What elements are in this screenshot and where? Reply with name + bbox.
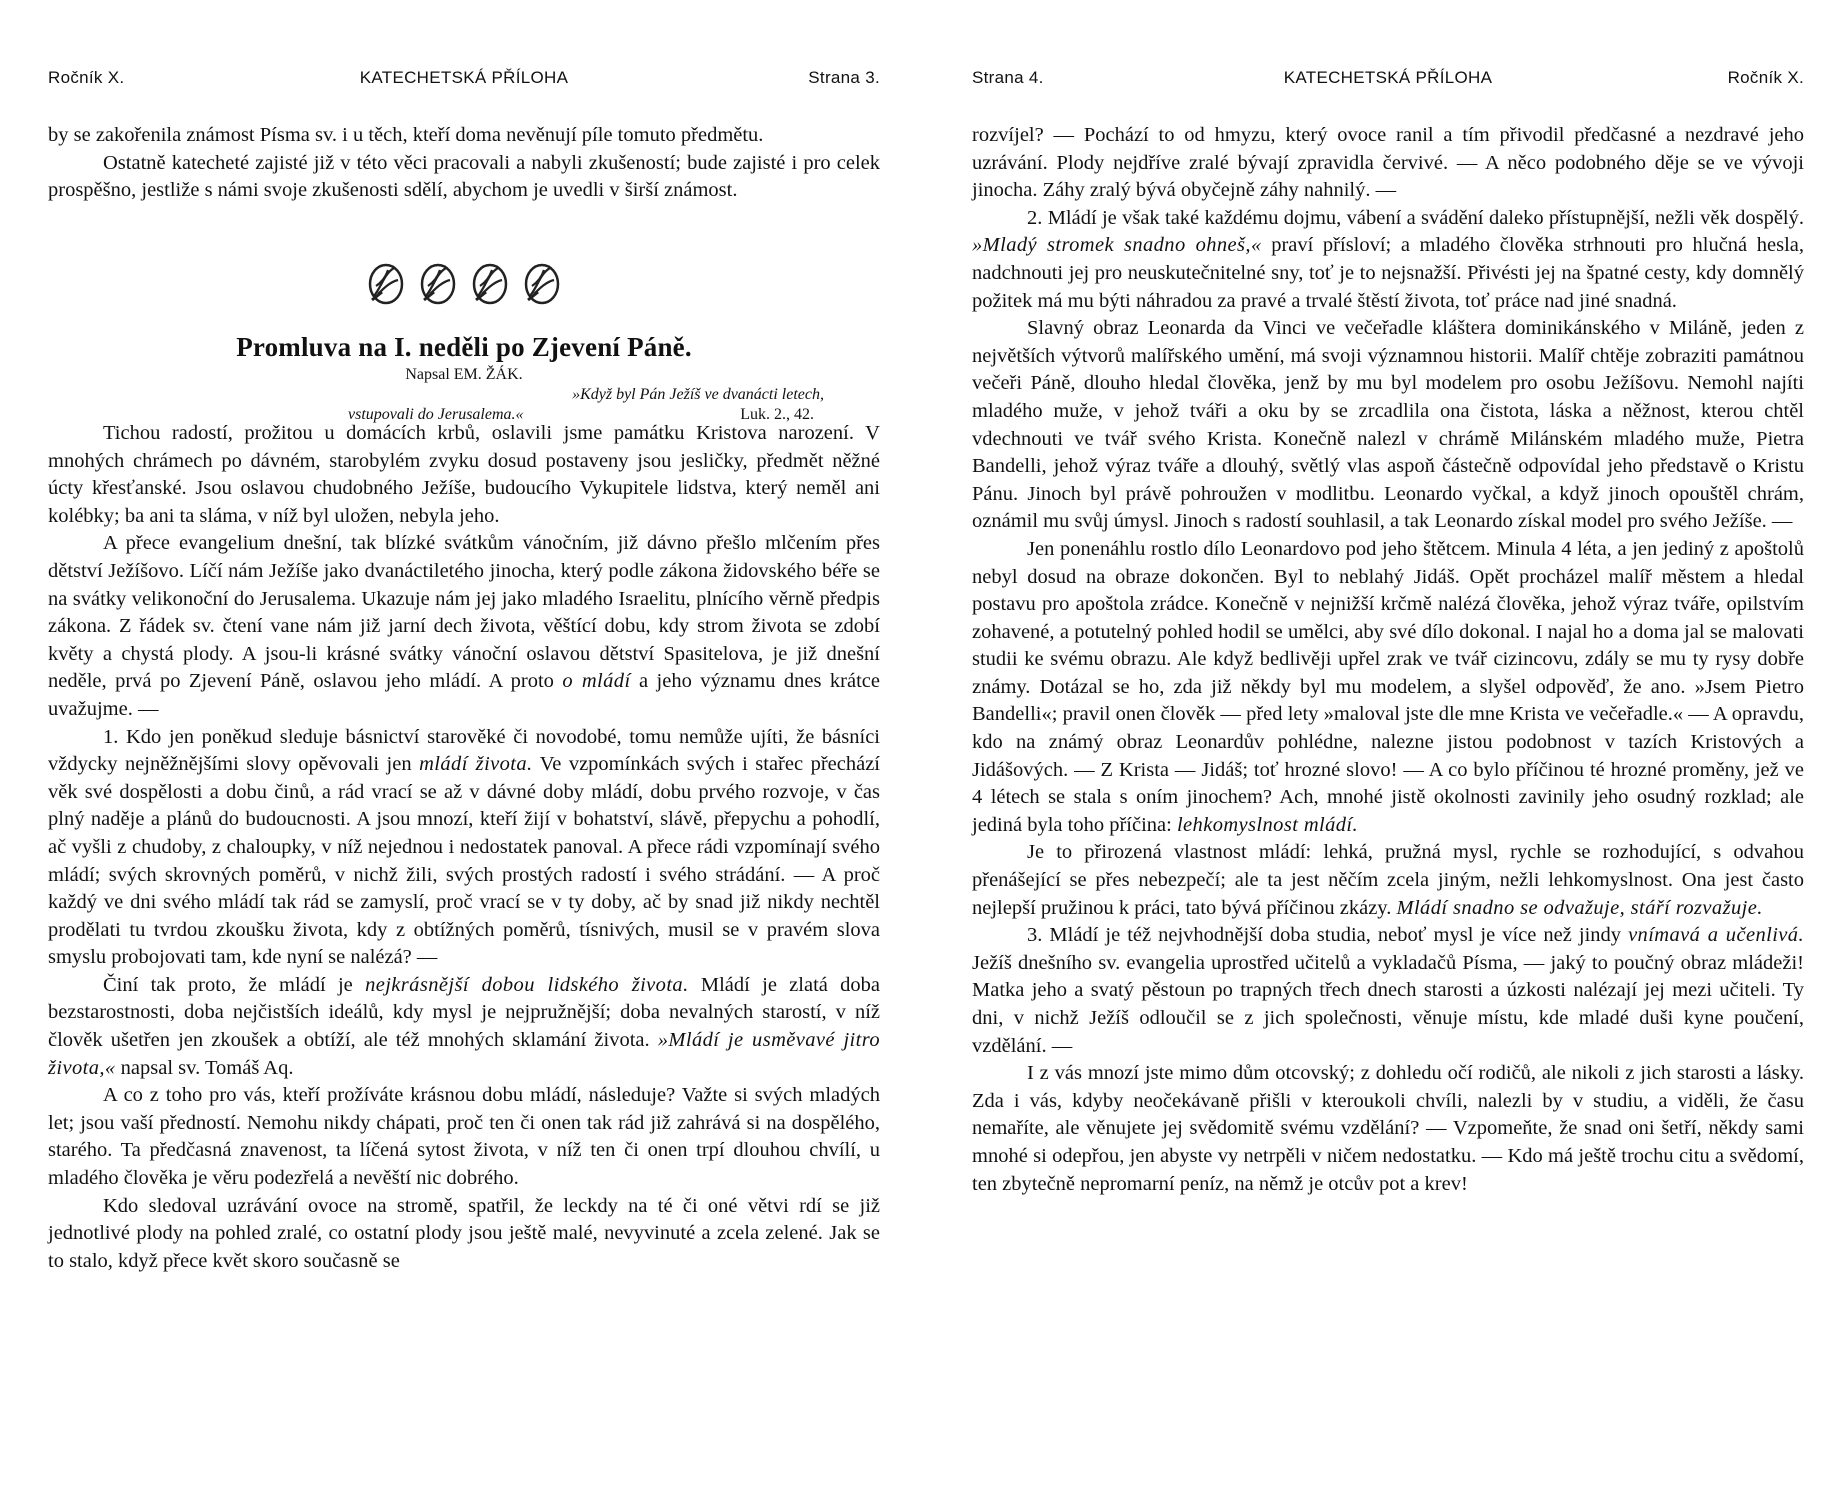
- page-number: Strana 4.: [972, 68, 1044, 87]
- paragraph: A přece evangelium dnešní, tak blízké svátkům vánočním, již dávno přešlo mlčením přes dětství Ježíšovo. Líčí nám Ježíše jako dvanáctiletého jinocha, který podle zákona židovského béře se na svátky velikonoční do Jerusalema. Ukazuje nám jej jako mladého Israelitu, plnícího věrně předpis zákona. Z řádek sv. čtení vane nám již jarní dech života, věštící dobu, kdy strom života se zdobí květy a chystá plody. A jsou-li krásné svátky vánoční oslavou dětství Spasitelova, je již dnešní neděle, prvá po Zjevení Páně, oslavou jeho mládí. A proto o mládí a jeho významu dnes krátce uvažujme. —: [48, 532, 880, 720]
- volume-label: Ročník X.: [48, 68, 125, 87]
- page-number: Strana 3.: [808, 68, 880, 87]
- running-header: [972, 68, 1804, 92]
- paragraph: Slavný obraz Leonarda da Vinci ve večeřadle kláštera dominikánského v Miláně, jeden z největších výtvorů malířského umění, má svoji významnou historii. Malíř chtěje zobraziti památnou večeři Páně, dlouho hledal člověka, jenž by mu byl modelem pro osobu Ježíšovu. Nemohl najíti mladého muže, v jehož tváři a oku by se zrcadlila ona čistota, láska a něžnost, kterou chtěl vdechnouti ve tvář svého Krista. Konečně nalezl v chrámě Milánském mladého muže, Pietra Bandelli, jehož výraz tváře a dlouhý, světlý vlas aspoň částečně odpovídal jeho představě o Kristu Pánu. Jinoch byl právě pohroužen v modlitbu. Leonardo vyčkal, a když jinoch opouštěl chrám, oznámil mu svůj úmysl. Jinoch s radostí souhlasil, a tak Leonardo získal model pro svého Ježíše. —: [972, 317, 1804, 533]
- paragraph: 3. Mládí je též nejvhodnější doba studia, neboť mysl je více než jindy vnímavá a učenlivá. Ježíš dnešního sv. evangelia uprostřed učitelů a vykladačů Písma, — jaký to poučný obraz mládeži! Matka jeho a svatý pěstoun po trapných třech dnech starosti a úzkosti nalézají jej mezi učiteli. Ty dni, v nichž Ježíš odloučil se z jich společnosti, věnuje místu, kde mladé duši kyne poučení, vzdělání. —: [972, 924, 1804, 1057]
- paragraph: Kdo sledoval uzrávání ovoce na stromě, spatřil, že leckdy na té či oné větvi rdí se již jednotlivé plody na pohled zralé, co ostatní plody jsou ještě malé, nevyvinuté a zcela zelené. Jak se to stalo, když přece květ skoro současně se: [48, 1194, 880, 1272]
- paragraph: by se zakořenila známost Písma sv. i u těch, kteří doma nevěnují píle tomuto předmětu.: [48, 124, 764, 146]
- article-body-right: [972, 122, 1804, 1198]
- motto: [348, 385, 826, 425]
- paragraph: Ostatně katecheté zajisté již v této věci pracovali a nabyli zkušeností; bude zajisté i pro celek prospěšno, jestliže s námi svoje zkušenosti sdělí, abychom je uvedli v širší známost.: [48, 151, 880, 202]
- article-body-left: [48, 420, 880, 1275]
- paragraph: 2. Mládí je však také každému dojmu, vábení a svádění daleko přístupnější, nežli věk dospělý. »Mladý stromek snadno ohneš,« praví přísloví; a mladého člověka strhnouti pro hlučná hesla, nadchnouti jej pro neuskutečnitelné sny, toť je to nejsnažší. Přivésti jej na špatné cesty, kdy domnělý požitek má mu býti náhradou za pravé a trvalé štěstí života, toť práce nad jiné snadná.: [972, 206, 1804, 312]
- running-header: [48, 68, 880, 92]
- preceding-text: [48, 122, 880, 205]
- volume-label: Ročník X.: [1727, 68, 1804, 87]
- article-title: Promluva na I. neděli po Zjevení Páně.: [236, 332, 692, 362]
- byline: Napsal EM. ŽÁK.: [405, 366, 523, 383]
- journal-title: KATECHETSKÁ PŘÍLOHA: [359, 68, 569, 87]
- paragraph: Činí tak proto, že mládí je nejkrásnější dobou lidského života. Mládí je zlatá doba bezstarostnosti, doba nejčistších ideálů, kdy mysl je nejpružnější; doba nevalných starostí, v níž člověk ušetřen jen zkoušek a obtíží, ale též mnohých sklamání života. »Mládí je usměvavé jitro života,« napsal sv. Tomáš Aq.: [48, 973, 881, 1079]
- motto-line-1: »Když byl Pán Ježíš ve dvanácti letech,: [572, 386, 824, 403]
- paragraph: rozvíjel? — Pochází to od hmyzu, který ovoce ranil a tím přivodil předčasné a nezdravé jeho uzrávání. Plody nejdříve zralé bývají zpravidla červivé. — A něco podobného děje se ve vývoji jinocha. Záhy zralý bývá obyčejně záhy nahnilý. —: [972, 124, 1804, 202]
- ornament-icon: [48, 262, 880, 308]
- paragraph: Tichou radostí, prožitou u domácích krbů, oslavili jsme památku Kristova narození. V mnohých chrámech po dávném, starobylém zvyku dosud postaveny jsou jesličky, předmět něžné úcty křesťanské. Jsou oslavou chudobného Ježíše, budoucího Vykupitele lidstva, který neměl ani kolébky; ba ani ta sláma, v níž byl uložen, nebyla jeho.: [48, 422, 880, 527]
- paragraph: I z vás mnozí jste mimo dům otcovský; z dohledu očí rodičů, ale nikoli z jich starosti a lásky. Zda i vás, kdyby neočekávaně přišli v kteroukoli chvíli, nalezli by v studiu, a viděli, že času nemaříte, ale věnujete jej svědomitě svému vzdělání? — Vzpomeňte, že snad oni šetří, někdy sami mnohé si odepřou, jen abyste vy netrpěli v ničem nedostatku. — Kdo má ještě trochu citu a svědomí, ten zbytečně nepromarní peníz, na němž je otcův pot a krev!: [972, 1062, 1804, 1195]
- paragraph: A co z toho pro vás, kteří prožíváte krásnou dobu mládí, následuje? Važte si svých mladých let; jsou vaší předností. Nemohu nikdy chápati, proč ten či onen tak rád již zahrává si na dospělého, starého. Ta předčasná znavenost, ta líčená sytost života, v níž ten či onen trpí dlouhou chvílí, u mladého člověka je věru podezřelá a nevěští nic dobrého.: [48, 1084, 880, 1190]
- paragraph: Jen ponenáhlu rostlo dílo Leonardovo pod jeho štětcem. Minula 4 léta, a jen jediný z apoštolů nebyl dosud na obraze dokončen. Byl to neblahý Jidáš. Opět procházel malíř městem a hledal postavu pro apoštola zrádce. Konečně v nejnižší krčmě nalézá člověka, jehož výraz tváře, opilstvím zohavené, a potutelný pohled hodil se umělci, aby své dílo dokonal. I najal ho a doma jal se malovati studii ke svému obrazu. Ale když bedlivěji upřel zrak ve tvář cizincovu, zdály se mu ty rysy dobře známy. Dotázal se ho, zda již někdy byl mu modelem, a slyšel odpověď, že ano. »Jsem Pietro Bandelli«; pravil onen člověk — před lety »maloval jste dle mne Krista ve večeřadle.« — A opravdu, kdo na známý obraz Leonardův pohlédne, nalezne jistou podobnost v tazích Kristových a Jidášových. — Z Krista — Jidáš; toť hrozné slovo! — A co bylo příčinou té hrozné proměny, jež ve 4 létech se stala s oním jinochem? Ach, mnohé jistě okolnosti zavinily jeho osudný rozklad; ale jediná byla toho příčina: lehkomyslnost mládí.: [972, 537, 1804, 836]
- motto-reference: Luk. 2., 42.: [740, 406, 814, 423]
- motto-text: vstupovali do Jerusalema.«: [348, 406, 524, 423]
- paragraph: Je to přirozená vlastnost mládí: lehká, pružná mysl, rychle se rozhodující, s odvahou přenášející se přes nebezpečí; ale ta jest něčím zcela jiným, nežli lehkomyslnost. Ona jest často nejlepší pružinou k práci, tato bývá příčinou zkázy. Mládí snadno se odvažuje, stáří rozvažuje.: [972, 841, 1804, 919]
- paragraph: 1. Kdo jen poněkud sleduje básnictví starověké či novodobé, tomu nemůže ujíti, že básníci vždycky nejněžnějšími slovy opěvovali jen mládí života. Ve vzpomínkách svých i stařec přechází věk své dospělosti a dobu činů, a rád vrací se až v dávné doby mládí, dobu prvého rozvoje, v čas plný naděje a plánů do budoucnosti. A jsou mnozí, kteří žijí v bohatství, slávě, přepychu a pohodlí, ač vyšli z chudoby, z chaloupky, v níž nejednou i nedostatek panoval. A přece rádi vzpomínají svého mládí; svých skrovných poměrů, v nichž žili, svých prostých radostí i svého strádání. — A proč každý ve dni svého mládí tak rád se zamyslí, proč vrací se v ty doby, ač by snad již nikdy nechtěl prodělati tu tvrdou zkoušku života, kdy z obtížných poměrů, tísnivých, musil se v pravém slova smyslu probojovati tam, kde nyní se nalézá? —: [48, 725, 880, 969]
- journal-title: KATECHETSKÁ PŘÍLOHA: [1283, 68, 1493, 87]
